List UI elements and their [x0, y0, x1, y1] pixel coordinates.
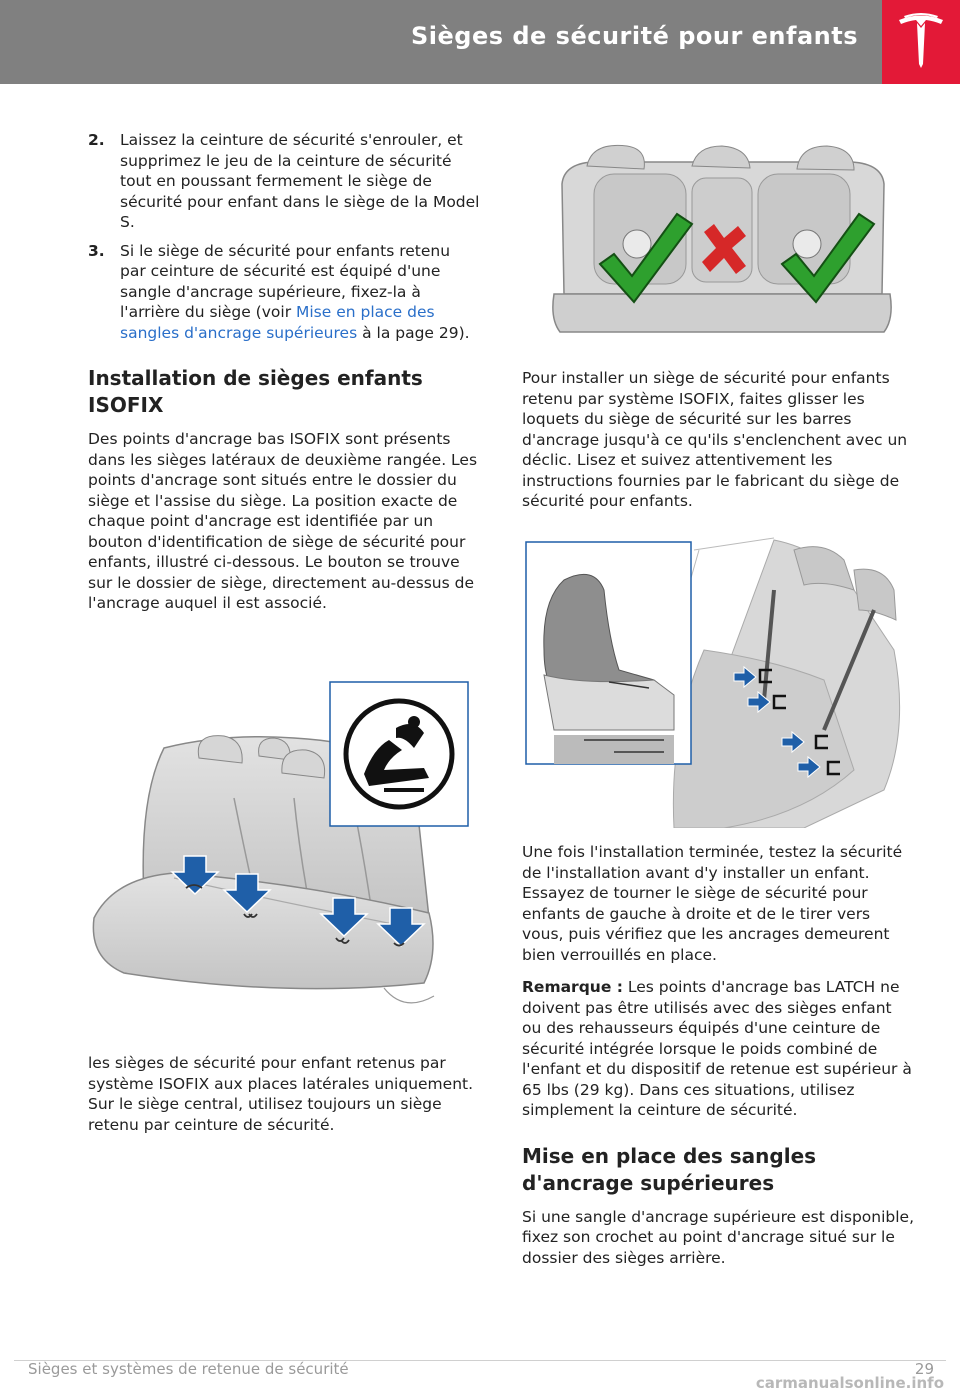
tether-paragraph: Si une sangle d'ancrage supérieure est disponible, fixez son crochet au point d'ancrage situé sur le dossier des sièges arrière. — [522, 1207, 915, 1267]
isofix-latch-bars-figure — [524, 530, 914, 828]
step-3 — [88, 241, 480, 344]
left-column — [88, 130, 480, 614]
watermark: carmanualsonline.info — [755, 1374, 944, 1392]
isofix-lateral-paragraph: les sièges de sécurité pour enfant retenus par système ISOFIX aux places latérales uniquement. Sur le siège central, utilisez toujours un siège retenu par ceinture de sécurité. — [88, 1054, 474, 1134]
isofix-paragraph: Des points d'ancrage bas ISOFIX sont présents dans les sièges latéraux de deuxième rangée. Les points d'ancrage sont situés entre le dossier du siège et l'assise du siège. La position exacte de chaque point d'ancrage est identifiée par un bouton d'identification de siège de sécurité pour enfants, illustré ci-dessous. Le bouton se trouve sur le dossier de siège, directement au-dessus de l'ancrage auquel il est associé. — [88, 430, 478, 612]
step-number: 3. — [88, 241, 105, 260]
step-text: Laissez la ceinture de sécurité s'enrouler, et supprimez le jeu de la ceinture de sécurité tout en poussant fermement le siège de sécurité pour enfant dans le siège de la Model S. — [120, 131, 480, 231]
cross-reference-link[interactable]: Mise en place des sangles d'ancrage supérieures — [120, 303, 435, 342]
isofix-button-icon — [346, 701, 452, 807]
isofix-heading: Installation de sièges enfants ISOFIX — [88, 366, 423, 417]
page-header — [0, 0, 960, 84]
step-text-after: à la page 29). — [357, 323, 470, 342]
step-2 — [88, 130, 480, 233]
test-paragraph: Une fois l'installation terminée, testez la sécurité de l'installation avant d'y installer un enfant. Essayez de tourner le siège de sécurité pour enfants de gauche à droite et de le tirer vers vous, puis vérifiez que les ancrages demeurent bien verrouillés en place. — [522, 843, 903, 964]
isofix-positions-figure — [552, 144, 892, 344]
install-paragraph: Pour installer un siège de sécurité pour enfants retenu par système ISOFIX, faites glisser les loquets du siège de sécurité sur les barres d'ancrage jusqu'à ce qu'ils s'enclenchent avec un déclic. Lisez et suivez attentivement les instructions fournies par le fabricant du siège de sécurité pour enfants. — [522, 369, 908, 510]
tether-heading: Mise en place des sangles d'ancrage supérieures — [522, 1143, 817, 1195]
right-column-top — [522, 368, 914, 512]
footer-section-title: Sièges et systèmes de retenue de sécurité — [28, 1360, 349, 1378]
page-title: Sièges de sécurité pour enfants — [410, 22, 858, 50]
note-paragraph — [522, 977, 914, 1121]
step-number: 2. — [88, 131, 105, 149]
note-text: Les points d'ancrage bas LATCH ne doivent pas être utilisés avec des sièges enfant ou des rehausseurs équipés d'une ceinture de sécurité intégrée lorsque le poids combiné de l'enfant et du dispositif de retenue est supérieur à 65 lbs (29 kg). Dans ces situations, utilisez simplement la ceinture de sécurité. — [522, 978, 912, 1119]
left-column-bottom — [88, 1053, 480, 1135]
page-number: 29 — [914, 1360, 934, 1378]
brand-logo-box — [882, 0, 960, 84]
right-column-bottom — [522, 842, 914, 1268]
rear-seat-anchors-figure — [84, 678, 476, 1018]
tesla-logo-icon — [896, 12, 946, 70]
step-text: Si le siège de sécurité pour enfants retenu par ceinture de sécurité est équipé d'une sangle d'ancrage supérieure, fixez-la à l'arrière du siège (voir — [120, 241, 451, 321]
note-label: Remarque : — [522, 978, 623, 996]
